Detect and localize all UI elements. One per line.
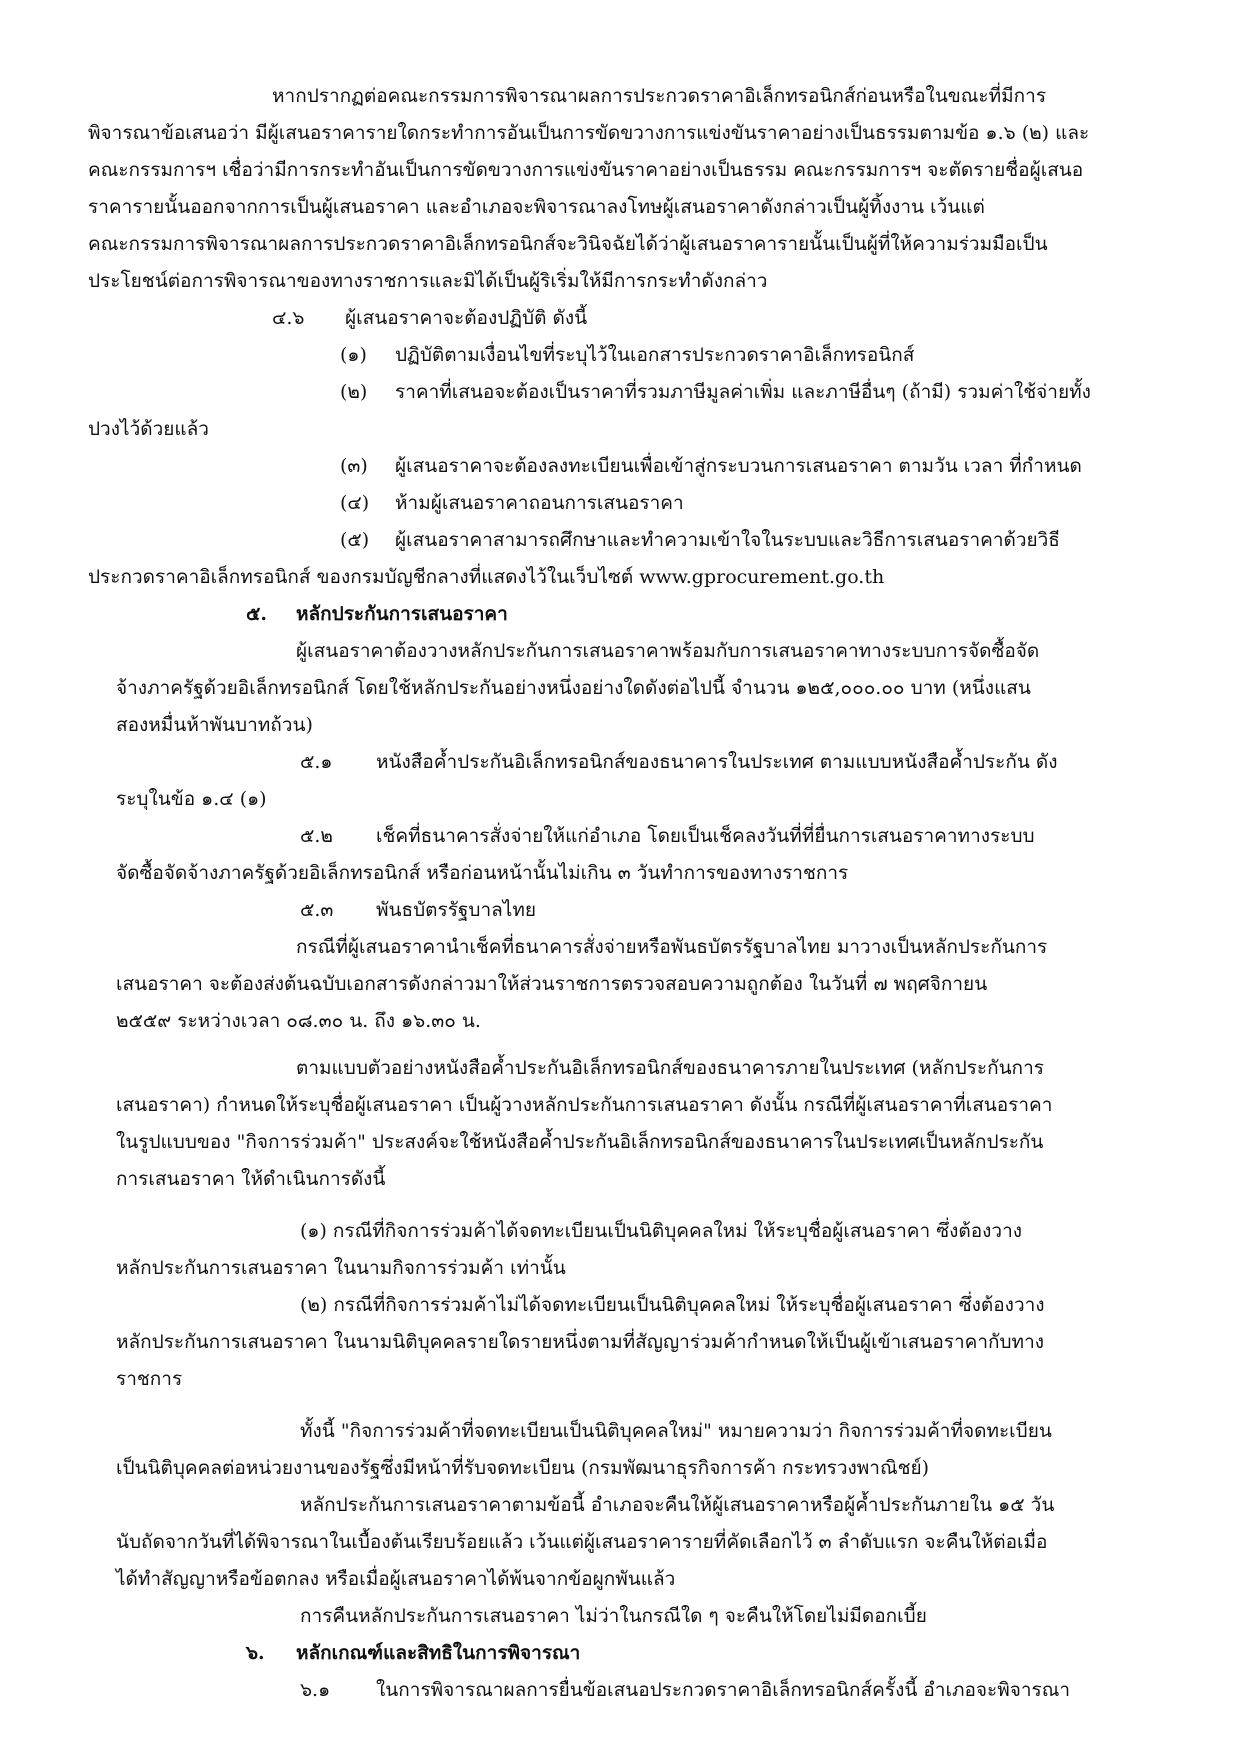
item-text: ผู้เสนอราคาจะต้องลงทะเบียนเพื่อเข้าสู่กระบวนการเสนอราคา ตามวัน เวลา ที่กำหนด	[395, 455, 1082, 477]
paragraph-line: เสนอราคา) กำหนดให้ระบุชื่อผู้เสนอราคา เป็นผู้วางหลักประกันการเสนอราคา ดังนั้น กรณีที่ผู้เสนอราคาที่เสนอราคา	[116, 1094, 1053, 1116]
paragraph-line: หลักประกันการเสนอราคา ในนามกิจการร่วมค้า เท่านั้น	[116, 1257, 566, 1279]
subsection-text: หนังสือค้ำประกันอิเล็กทรอนิกส์ของธนาคารในประเทศ ตามแบบหนังสือค้ำประกัน ดัง	[376, 751, 1058, 773]
paragraph-line: สองหมื่นห้าพันบาทถ้วน)	[116, 714, 313, 736]
section-heading-title: หลักประกันการเสนอราคา	[296, 603, 508, 625]
item-number: (๔)	[340, 492, 370, 514]
item-text: ห้ามผู้เสนอราคาถอนการเสนอราคา	[395, 492, 684, 514]
paragraph-line: เป็นนิติบุคคลต่อหน่วยงานของรัฐซึ่งมีหน้าที่รับจดทะเบียน (กรมพัฒนาธุรกิจการค้า กระทรวงพาณิชย์)	[116, 1457, 930, 1479]
item-number: (๓)	[340, 455, 368, 477]
paragraph-line: จ้างภาครัฐด้วยอิเล็กทรอนิกส์ โดยใช้หลักประกันอย่างหนึ่งอย่างใดดังต่อไปนี้ จำนวน ๑๒๕,๐๐๐.๐๐ บาท (หนึ่งแสน	[116, 677, 1031, 699]
paragraph-line: (๑) กรณีที่กิจการร่วมค้าได้จดทะเบียนเป็นนิติบุคคลใหม่ ให้ระบุชื่อผู้เสนอราคา ซึ่งต้องวาง	[300, 1220, 1023, 1242]
item-text: ปฏิบัติตามเงื่อนไขที่ระบุไว้ในเอกสารประกวดราคาอิเล็กทรอนิกส์	[395, 344, 915, 366]
paragraph-line: ตามแบบตัวอย่างหนังสือค้ำประกันอิเล็กทรอนิกส์ของธนาคารภายในประเทศ (หลักประกันการ	[296, 1057, 1044, 1079]
paragraph-line: พิจารณาข้อเสนอว่า มีผู้เสนอราคารายใดกระทำการอันเป็นการขัดขวางการแข่งขันราคาอย่างเป็นธรรมตามข้อ ๑.๖ (๒) และ	[88, 122, 1090, 144]
paragraph-line: ในรูปแบบของ "กิจการร่วมค้า" ประสงค์จะใช้หนังสือค้ำประกันอิเล็กทรอนิกส์ของธนาคารในประเทศเป็นหลักประกัน	[116, 1131, 1044, 1153]
section-number: ๔.๖	[272, 307, 305, 329]
subsection-text: ในการพิจารณาผลการยื่นข้อเสนอประกวดราคาอิเล็กทรอนิกส์ครั้งนี้ อำเภอจะพิจารณา	[376, 1679, 1071, 1701]
paragraph-line: ผู้เสนอราคาต้องวางหลักประกันการเสนอราคาพร้อมกับการเสนอราคาทางระบบการจัดซื้อจัด	[296, 640, 1040, 662]
paragraph-line: นับถัดจากวันที่ได้พิจารณาในเบื้องต้นเรียบร้อยแล้ว เว้นแต่ผู้เสนอราคารายที่คัดเลือกไว้ ๓ ลำดับแรก จะคืนให้ต่อเมื่อ	[116, 1531, 1048, 1553]
subsection-number: ๖.๑	[300, 1679, 331, 1701]
paragraph-line: ได้ทำสัญญาหรือข้อตกลง หรือเมื่อผู้เสนอราคาได้พ้นจากข้อผูกพันแล้ว	[116, 1568, 676, 1590]
paragraph-line: การคืนหลักประกันการเสนอราคา ไม่ว่าในกรณีใด ๆ จะคืนให้โดยไม่มีดอกเบี้ย	[300, 1605, 927, 1627]
paragraph-line: ราชการ	[116, 1368, 183, 1390]
item-number: (๒)	[340, 381, 368, 403]
item-text-cont: ประกวดราคาอิเล็กทรอนิกส์ ของกรมบัญชีกลางที่แสดงไว้ในเว็บไซต์ www.gprocurement.go.th	[88, 566, 885, 588]
subsection-number: ๕.๓	[300, 899, 334, 921]
paragraph-line: คณะกรรมการพิจารณาผลการประกวดราคาอิเล็กทรอนิกส์จะวินิจฉัยได้ว่าผู้เสนอราคารายนั้นเป็นผู้ที่ให้ความร่วมมือเป็น	[88, 233, 1048, 255]
paragraph-line: ประโยชน์ต่อการพิจารณาของทางราชการและมิได้เป็นผู้ริเริ่มให้มีการกระทำดังกล่าว	[88, 270, 768, 292]
subsection-text: เช็คที่ธนาคารสั่งจ่ายให้แก่อำเภอ โดยเป็นเช็คลงวันที่ที่ยื่นการเสนอราคาทางระบบ	[376, 825, 1035, 847]
paragraph-line: ๒๕๕๙ ระหว่างเวลา ๐๘.๓๐ น. ถึง ๑๖.๓๐ น.	[116, 1010, 481, 1032]
paragraph-line: คณะกรรมการฯ เชื่อว่ามีการกระทำอันเป็นการขัดขวางการแข่งขันราคาอย่างเป็นธรรม คณะกรรมการฯ จะตัดรายชื่อผู้เสนอ	[88, 159, 1084, 181]
paragraph-line: ทั้งนี้ "กิจการร่วมค้าที่จดทะเบียนเป็นนิติบุคคลใหม่" หมายความว่า กิจการร่วมค้าที่จดทะเบียน	[300, 1420, 1052, 1442]
paragraph-line: การเสนอราคา ให้ดำเนินการดังนี้	[116, 1168, 386, 1190]
paragraph-line: เสนอราคา จะต้องส่งต้นฉบับเอกสารดังกล่าวมาให้ส่วนราชการตรวจสอบความถูกต้อง ในวันที่ ๗ พฤศจิกายน	[116, 973, 988, 995]
section-heading-number: ๖.	[246, 1642, 265, 1664]
subsection-text-cont: จัดซื้อจัดจ้างภาครัฐด้วยอิเล็กทรอนิกส์ หรือก่อนหน้านั้นไม่เกิน ๓ วันทำการของทางราชการ	[116, 862, 849, 884]
item-number: (๕)	[340, 529, 370, 551]
section-heading-number: ๕.	[246, 603, 267, 625]
paragraph-line: ราคารายนั้นออกจากการเป็นผู้เสนอราคา และอำเภอจะพิจารณาลงโทษผู้เสนอราคาดังกล่าวเป็นผู้ทิ้งงาน เว้นแต่	[88, 196, 985, 218]
item-text: ผู้เสนอราคาสามารถศึกษาและทำความเข้าใจในระบบและวิธีการเสนอราคาด้วยวิธี	[395, 529, 1060, 551]
item-number: (๑)	[340, 344, 367, 366]
subsection-number: ๕.๑	[300, 751, 333, 773]
paragraph-line: หลักประกันการเสนอราคา ในนามนิติบุคคลรายใดรายหนึ่งตามที่สัญญาร่วมค้ากำหนดให้เป็นผู้เข้าเสนอราคากับทาง	[116, 1331, 1045, 1353]
paragraph-line: กรณีที่ผู้เสนอราคานำเช็คที่ธนาคารสั่งจ่ายหรือพันธบัตรรัฐบาลไทย มาวางเป็นหลักประกันการ	[296, 936, 1048, 958]
paragraph-line: หลักประกันการเสนอราคาตามข้อนี้ อำเภอจะคืนให้ผู้เสนอราคาหรือผู้ค้ำประกันภายใน ๑๕ วัน	[300, 1494, 1055, 1516]
section-heading-title: หลักเกณฑ์และสิทธิในการพิจารณา	[296, 1642, 581, 1664]
section-text: ผู้เสนอราคาจะต้องปฏิบัติ ดังนี้	[345, 307, 588, 329]
subsection-text-cont: ระบุในข้อ ๑.๔ (๑)	[116, 788, 267, 810]
subsection-number: ๕.๒	[300, 825, 333, 847]
item-text-cont: ปวงไว้ด้วยแล้ว	[88, 418, 209, 440]
subsection-text: พันธบัตรรัฐบาลไทย	[376, 899, 536, 921]
paragraph-line: (๒) กรณีที่กิจการร่วมค้าไม่ได้จดทะเบียนเป็นนิติบุคคลใหม่ ให้ระบุชื่อผู้เสนอราคา ซึ่งต้องวาง	[300, 1294, 1045, 1316]
item-text: ราคาที่เสนอจะต้องเป็นราคาที่รวมภาษีมูลค่าเพิ่ม และภาษีอื่นๆ (ถ้ามี) รวมค่าใช้จ่ายทั้ง	[395, 381, 1091, 403]
paragraph-line: หากปรากฏต่อคณะกรรมการพิจารณาผลการประกวดราคาอิเล็กทรอนิกส์ก่อนหรือในขณะที่มีการ	[272, 85, 1047, 107]
